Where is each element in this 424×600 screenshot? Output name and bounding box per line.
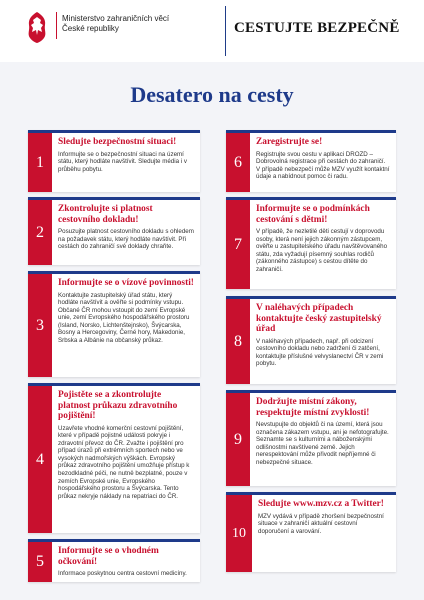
card-7 — [226, 197, 396, 289]
card-body: Kontaktujte zastupitelský úřad státu, který hodláte navštívit a ověřte si podmínky vstupu. Občané ČR mohou vstoupit do zemí Evropské unie, zemí Evropského hospodářského prostoru (Island, Norsko, Lichtenštejnsko), Švýcarska, Bosny a Hercegoviny, Černé hory, Makedonie, Srbska a Albánie na občanský průkaz. — [58, 291, 190, 345]
ministry-name — [62, 14, 222, 34]
card-topbar — [28, 539, 200, 542]
card-heading: Informujte se o vhodném očkování! — [58, 546, 159, 567]
card-topbar — [28, 271, 200, 274]
card-2 — [28, 197, 200, 265]
card-number: 10 — [226, 495, 252, 572]
ministry-line-1: Ministerstvo zahraničních věcí — [62, 14, 170, 23]
card-number: 2 — [28, 200, 52, 265]
card-body: Registrujte svou cestu v aplikaci DROZD – Dobrovolná registrace při cestách do zahraničí. V případě nebezpečí může MZV využít kontaktní údaje a nabídnout pomoc či radu. — [256, 150, 390, 181]
card-3 — [28, 271, 200, 377]
card-topbar — [28, 197, 200, 200]
ministry-line-2: České republiky — [62, 24, 119, 33]
card-heading: Informujte se o podmínkách cestování s dětmi! — [256, 204, 370, 225]
card-body: Informace poskytnou centra cestovní medicíny. — [58, 570, 187, 577]
card-heading: V naléhavých případech kontaktujte český zastupitelský úřad — [256, 303, 382, 334]
card-heading: Pojistěte se a zkontrolujte platnost průkazu zdravotního pojištění! — [58, 390, 178, 421]
card-number: 8 — [226, 299, 250, 384]
card-topbar — [28, 383, 200, 386]
card-10 — [226, 492, 396, 572]
card-topbar — [226, 130, 396, 133]
card-9 — [226, 390, 396, 486]
card-heading: Informujte se o vízové povinnosti! — [58, 278, 194, 288]
card-1 — [28, 130, 200, 192]
card-topbar — [28, 130, 200, 133]
card-number: 6 — [226, 133, 250, 192]
card-body: Posuzujte platnost cestovního dokladu s ohledem na požadavek státu, který hodláte navštívit. Při cestách do zahraničí své doklady chraňte. — [58, 228, 194, 251]
card-5 — [28, 539, 200, 582]
card-topbar — [226, 296, 396, 299]
card-body: V případě, že nezletilé děti cestují v doprovodu osoby, která není jejich zákonným zástupcem, ověřte u zastupitelského úřadu navštěvovaného státu, zda vyžadují písemný souhlas rodičů (zákonného zástupce) s cestou dítěte do zahraničí. — [256, 228, 388, 273]
card-number: 7 — [226, 200, 250, 289]
card-topbar — [226, 390, 396, 393]
header-divider — [225, 6, 226, 56]
ministry-divider — [56, 12, 57, 39]
card-number: 1 — [28, 133, 52, 192]
card-body: Informujte se o bezpečnostní situaci na území státu, který hodláte navštívit. Sledujte média i v průběhu pobytu. — [58, 150, 187, 173]
card-6 — [226, 130, 396, 192]
page-title: Desatero na cesty — [130, 82, 294, 107]
card-number: 4 — [28, 386, 52, 533]
card-8 — [226, 296, 396, 384]
card-topbar — [226, 197, 396, 200]
card-heading: Dodržujte místní zákony, respektujte místní zvyklosti! — [256, 397, 370, 418]
card-number: 5 — [28, 542, 52, 582]
card-heading: Zaregistrujte se! — [256, 137, 323, 147]
brand-title: CESTUJTE BEZPEČNĚ — [234, 20, 400, 36]
card-heading: Sledujte www.mzv.cz a Twitter! — [258, 499, 384, 509]
card-body: MZV vydává v případě zhoršení bezpečnostní situace v zahraničí aktuální cestovní doporučení a varování. — [258, 512, 384, 535]
card-body: Nevstupujte do objektů či na území, která jsou označena zákazem vstupu, ani je nefotografujte. Seznamte se s kulturními a náboženskými odlišnostmi navštívené země. Jejich nerespektování může přivodit nepříjemné či nebezpečné situace. — [256, 421, 389, 466]
header — [0, 0, 424, 62]
card-heading: Sledujte bezpečnostní situaci! — [58, 137, 177, 147]
card-heading: Zkontrolujte si platnost cestovního dokladu! — [58, 204, 153, 225]
card-body: V naléhavých případech, např. při odcizení cestovního dokladu nebo zadržení či zatčení, kontaktujte příslušné velvyslanectví ČR v zemi pobytu. — [256, 337, 384, 368]
card-number: 9 — [226, 393, 250, 486]
czech-coat-of-arms-logo — [24, 11, 50, 44]
card-body: Uzavřete vhodné komerční cestovní pojištění, které v případě pojistné události pokryje i zdravotní převoz do ČR. Zvažte i pojištění pro případ úrazů při extrémních sportech nebo ve vysokých nadmořských výškách. Evropský průkaz zdravotního pojištění umožňuje přístup k bezodkladné péči, ne nutně bezplatné, pouze v zemích Evropské unie, Evropského hospodářského prostoru a Švýcarska. Tento průkaz nekryje náklady na repatriaci do ČR. — [58, 424, 190, 500]
card-number: 3 — [28, 274, 52, 377]
card-4 — [28, 383, 200, 533]
